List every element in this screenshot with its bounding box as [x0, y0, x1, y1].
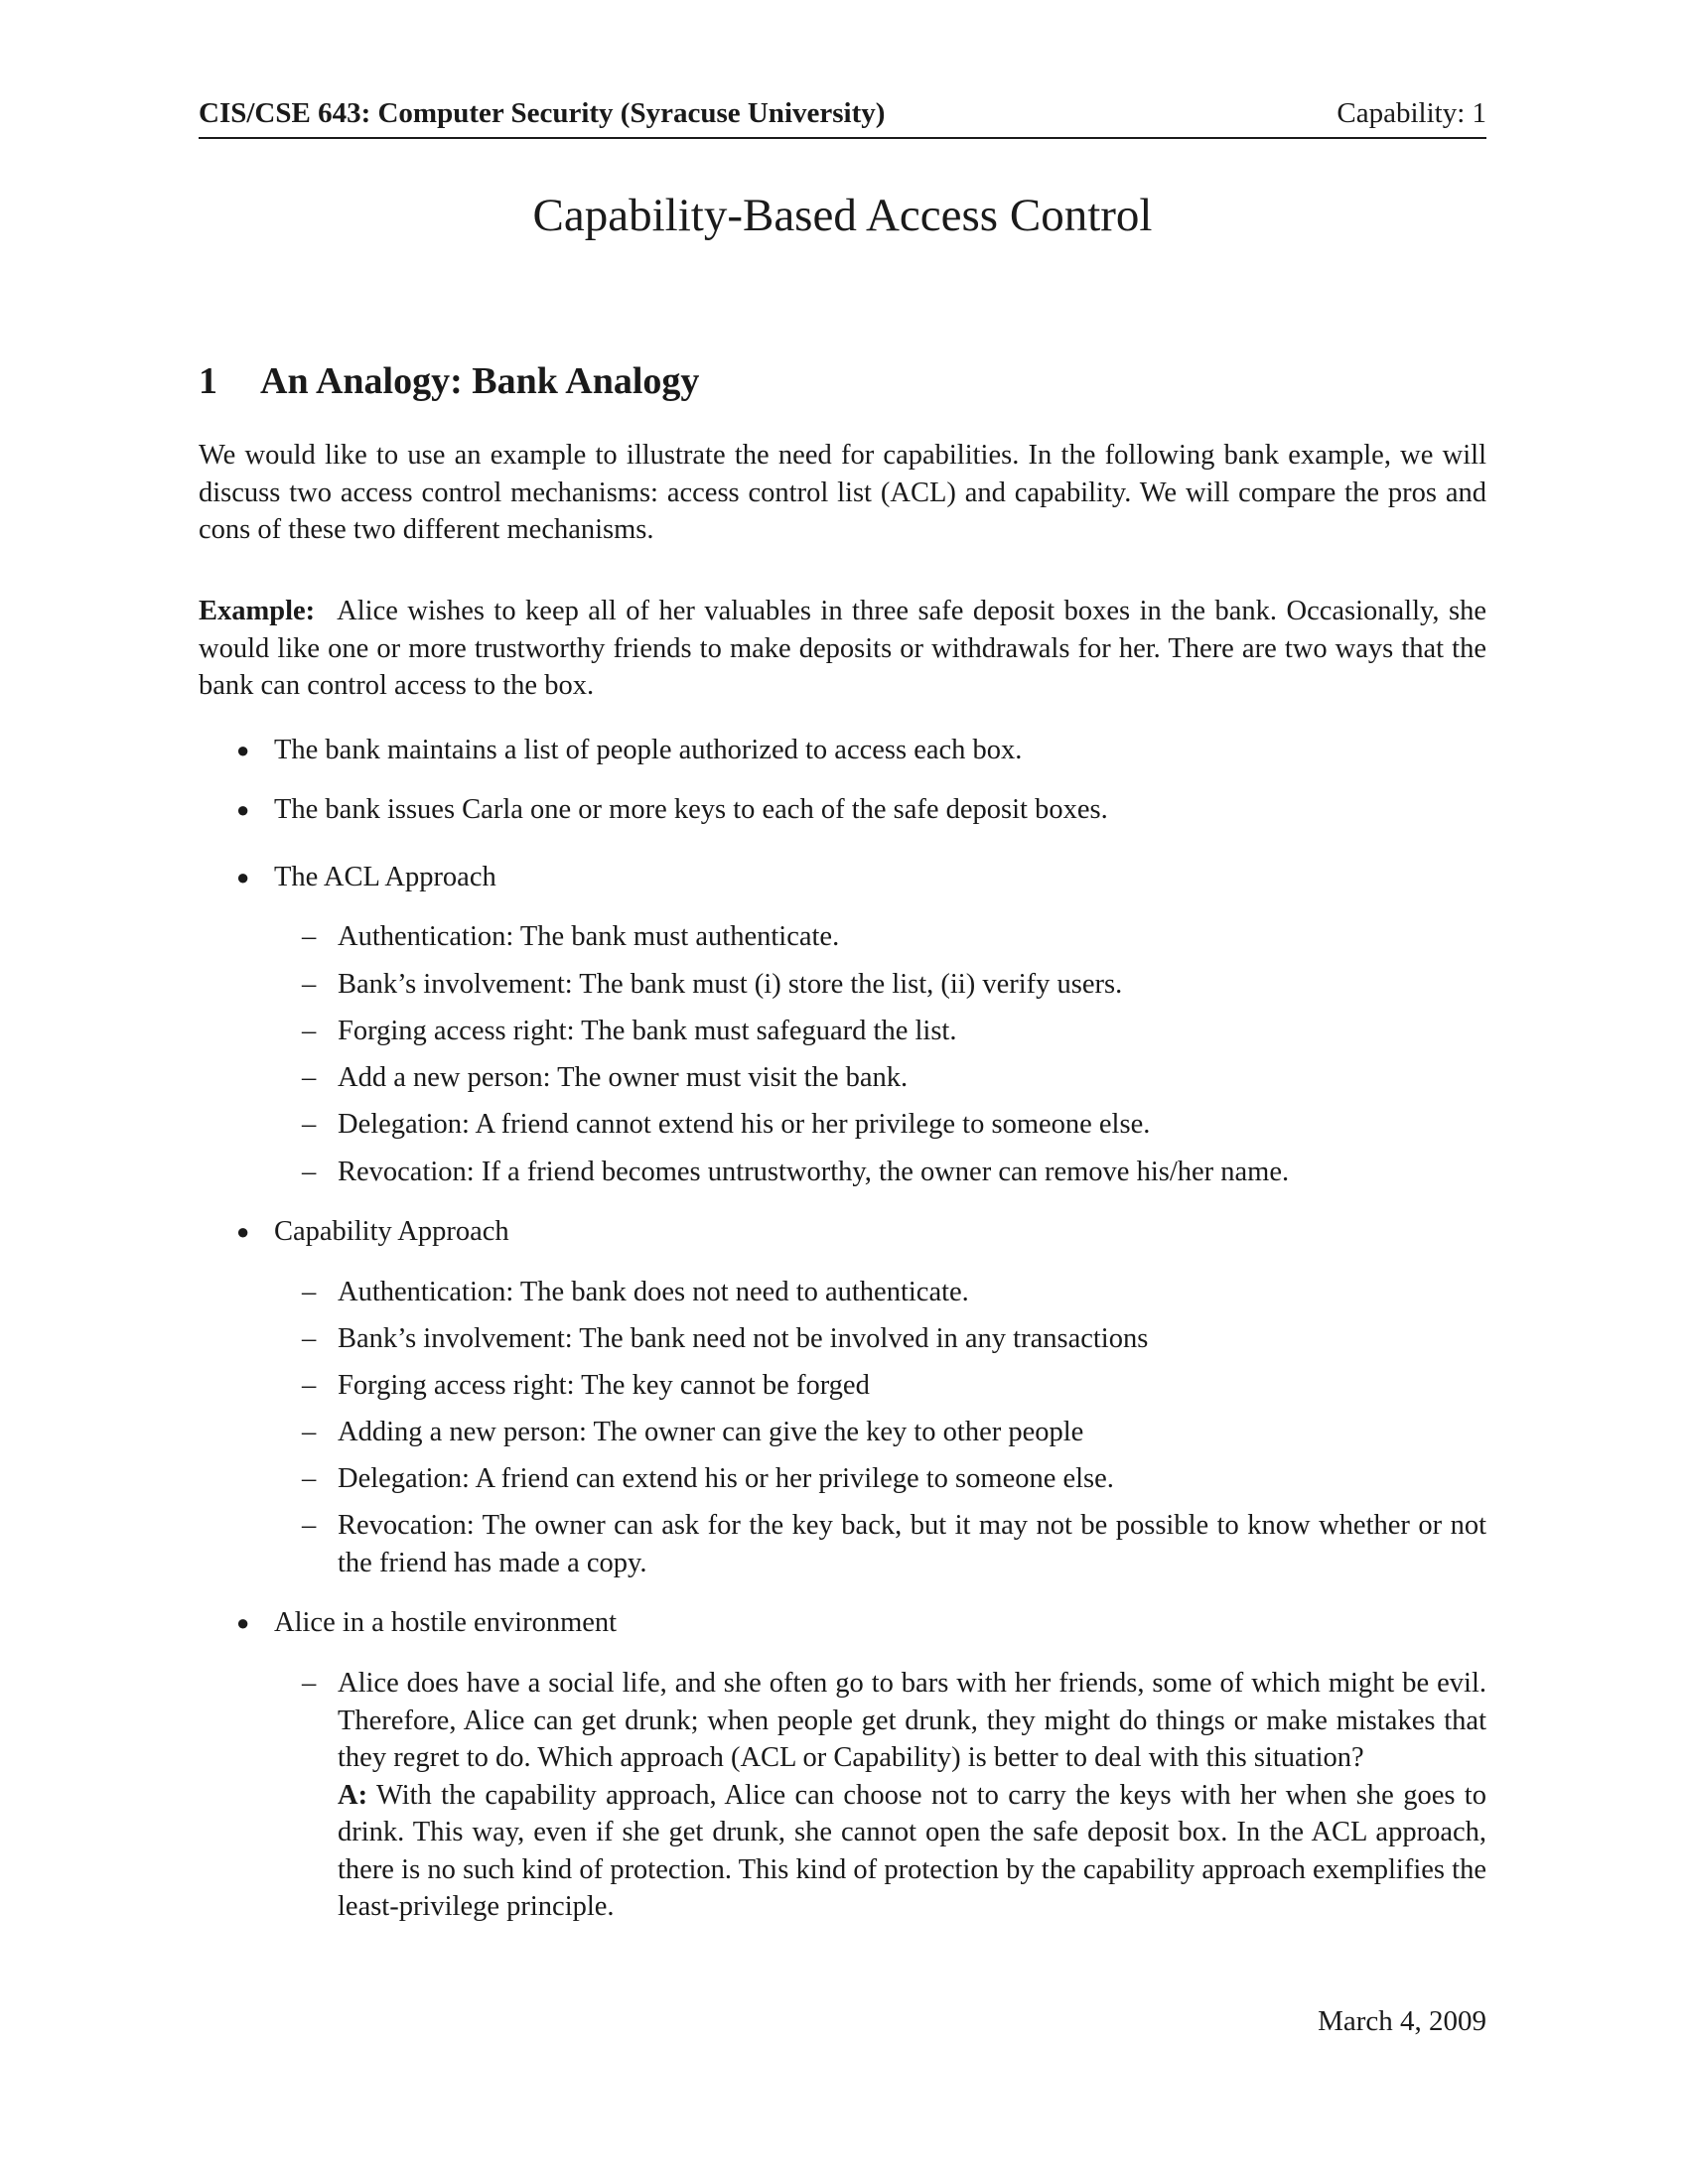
intro-paragraph: We would like to use an example to illustrate the need for capabilities. In the following bank example, we will discuss two access control mechanisms: access control list (ACL) and capability. We will compare the pros and cons of these two different mechanisms. [199, 440, 1486, 545]
dash-icon: – [302, 1277, 317, 1307]
capability-list-item [302, 1367, 1486, 1405]
bullet-icon: ● [236, 1219, 250, 1244]
course-title: CIS/CSE 643: Computer Security (Syracuse University) [199, 97, 886, 129]
document-page [199, 0, 1486, 2184]
dash-icon: – [302, 1510, 317, 1541]
bullet-text: Alice in a hostile environment [274, 1607, 618, 1638]
dash-icon: – [302, 1668, 317, 1699]
bullet-text: The ACL Approach [274, 862, 496, 892]
dash-icon: – [302, 1062, 317, 1093]
bullet-text: The bank maintains a list of people authorized to access each box. [274, 735, 1023, 765]
acl-item-text: Add a new person: The owner must visit the bank. [338, 1062, 909, 1093]
dash-icon: – [302, 1370, 317, 1401]
bullet-icon: ● [236, 1610, 250, 1635]
capability-item-text: Forging access right: The key cannot be forged [338, 1370, 870, 1401]
document-title: Capability-Based Access Control [532, 190, 1153, 241]
acl-list-item [302, 1059, 1486, 1097]
dash-icon: – [302, 969, 317, 1000]
example-label: Example: [199, 596, 316, 626]
capability-list-item [302, 1274, 1486, 1311]
capability-item-text: Bank’s involvement: The bank need not be involved in any transactions [338, 1323, 1149, 1354]
dash-icon: – [302, 1016, 317, 1046]
acl-item-text: Revocation: If a friend becomes untrustworthy, the owner can remove his/her name. [338, 1157, 1290, 1187]
dash-icon: – [302, 1157, 317, 1187]
capability-list-item [302, 1320, 1486, 1358]
bullet-icon: ● [236, 738, 250, 762]
acl-list-item [302, 918, 1486, 956]
capability-list-item [302, 1460, 1486, 1498]
answer-label: A: [338, 1779, 368, 1811]
footer-date: March 4, 2009 [1318, 2005, 1486, 2037]
hostile-answer [338, 1777, 1486, 1926]
section-title: An Analogy: Bank Analogy [260, 360, 700, 402]
running-header [199, 97, 1486, 139]
capability-item-text: Delegation: A friend can extend his or her privilege to someone else. [338, 1463, 1114, 1494]
acl-item-text: Authentication: The bank must authenticate. [338, 921, 840, 952]
acl-item-text: Bank’s involvement: The bank must (i) store the list, (ii) verify users. [338, 969, 1123, 1000]
dash-icon: – [302, 1323, 317, 1354]
answer-text: With the capability approach, Alice can choose not to carry the keys with her when she goes to drink. This way, even if she get drunk, she cannot open the safe deposit box. In the ACL approach, there is no such kind of protection. This kind of protection by the capability approach exemplifies the least-privilege principle. [338, 1779, 1486, 1922]
acl-list-item [302, 1154, 1486, 1191]
acl-item-text: Forging access right: The bank must safeguard the list. [338, 1016, 957, 1046]
capability-list-item [302, 1507, 1486, 1581]
capability-item-text: Revocation: The owner can ask for the key back, but it may not be possible to know whether or not the friend has made a copy. [338, 1510, 1486, 1578]
bullet-text: Capability Approach [274, 1216, 509, 1247]
acl-item-text: Delegation: A friend cannot extend his or her privilege to someone else. [338, 1109, 1151, 1140]
hostile-question: Alice does have a social life, and she often go to bars with her friends, some of which might be evil. Therefore, Alice can get drunk; when people get drunk, they might do things or make mistakes that they regret to do. Which approach (ACL or Capability) is better to deal with this situation? [338, 1668, 1486, 1773]
capability-list-item [302, 1414, 1486, 1451]
hostile-list-item [302, 1665, 1486, 1926]
acl-list-item [302, 1013, 1486, 1050]
capability-item-text: Adding a new person: The owner can give the key to other people [338, 1417, 1084, 1447]
capability-item-text: Authentication: The bank does not need to authenticate. [338, 1277, 969, 1307]
acl-list-item [302, 1106, 1486, 1144]
example-text: Alice wishes to keep all of her valuables in three safe deposit boxes in the bank. Occasionally, she would like one or more trustworthy friends to make deposits or withdrawals for her. There are two ways that the bank can control access to the box. [199, 596, 1486, 701]
acl-list-item [302, 966, 1486, 1004]
dash-icon: – [302, 1109, 317, 1140]
dash-icon: – [302, 1417, 317, 1447]
bullet-icon: ● [236, 865, 250, 889]
dash-icon: – [302, 921, 317, 952]
section-number: 1 [199, 360, 217, 402]
page-label: Capability: 1 [1336, 97, 1486, 129]
bullet-icon: ● [236, 797, 250, 822]
example-paragraph [199, 593, 1486, 705]
section-heading [199, 359, 699, 403]
bullet-text: The bank issues Carla one or more keys to each of the safe deposit boxes. [274, 794, 1108, 825]
dash-icon: – [302, 1463, 317, 1494]
